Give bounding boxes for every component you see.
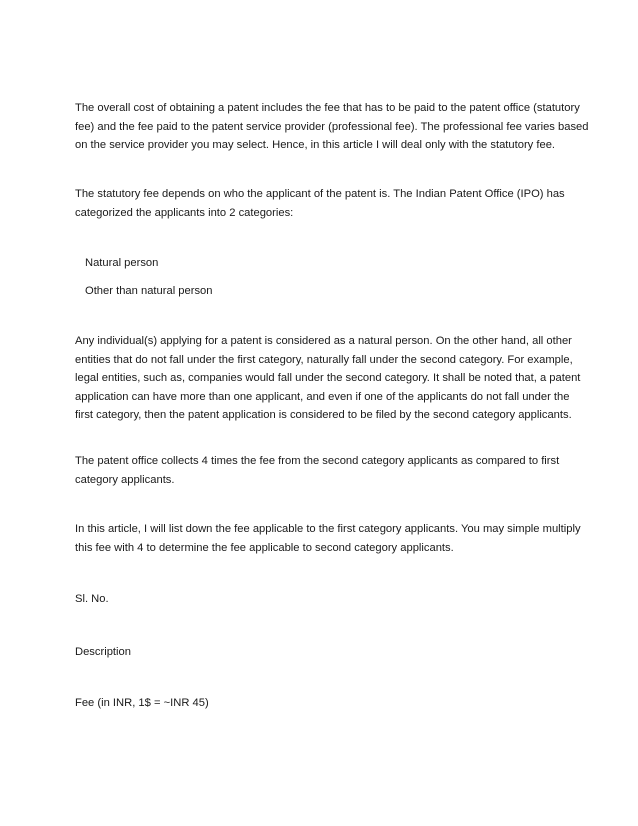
intro-line-3: on the service provider you may select. Hence, in this article I will deal only with the statutory fee. — [75, 139, 556, 151]
intro-line-2: fee) and the fee paid to the patent service provider (professional fee). The professional fee varies based — [75, 120, 589, 133]
statutory-line-1: The statutory fee depends on who the applicant of the patent is. The Indian Patent Office (IPO) has — [75, 188, 565, 200]
listing-line-2: this fee with 4 to determine the fee applicable to second category applicants. — [75, 541, 454, 554]
definition-line-3: legal entities, such as, companies would fall under the second category. It shall be noted that, a patent — [75, 372, 581, 384]
intro-line-1: The overall cost of obtaining a patent includes the fee that has to be paid to the patent office (statutory — [75, 102, 580, 114]
description-header: Description — [75, 646, 131, 658]
statutory-paragraph — [75, 185, 575, 222]
multiplier-line-1: The patent office collects 4 times the fee from the second category applicants as compared to first — [75, 455, 560, 467]
category-natural-person: Natural person — [85, 257, 159, 269]
statutory-line-2: categorized the applicants into 2 categories: — [75, 206, 294, 219]
definition-line-5: first category, then the patent application is considered to be filed by the second category applicants. — [75, 409, 572, 421]
multiplier-paragraph — [75, 452, 575, 489]
fee-header: Fee (in INR, 1$ = ~INR 45) — [75, 697, 209, 709]
listing-paragraph — [75, 520, 581, 557]
intro-paragraph — [75, 99, 589, 155]
listing-line-1: In this article, I will list down the fee applicable to the first category applicants. You may simple multiply — [75, 523, 581, 535]
definition-line-1: Any individual(s) applying for a patent is considered as a natural person. On the other hand, all other — [75, 335, 572, 347]
definition-paragraph — [75, 332, 581, 425]
sl-no-header: Sl. No. — [75, 593, 109, 605]
definition-line-2: entities that do not fall under the first category, naturally fall under the second category. For example, — [75, 353, 573, 366]
definition-line-4: application can have more than one applicant, and even if one of the applicants do not fall under the — [75, 390, 570, 403]
multiplier-line-2: category applicants. — [75, 473, 175, 486]
category-other-than-natural-person: Other than natural person — [85, 285, 213, 297]
